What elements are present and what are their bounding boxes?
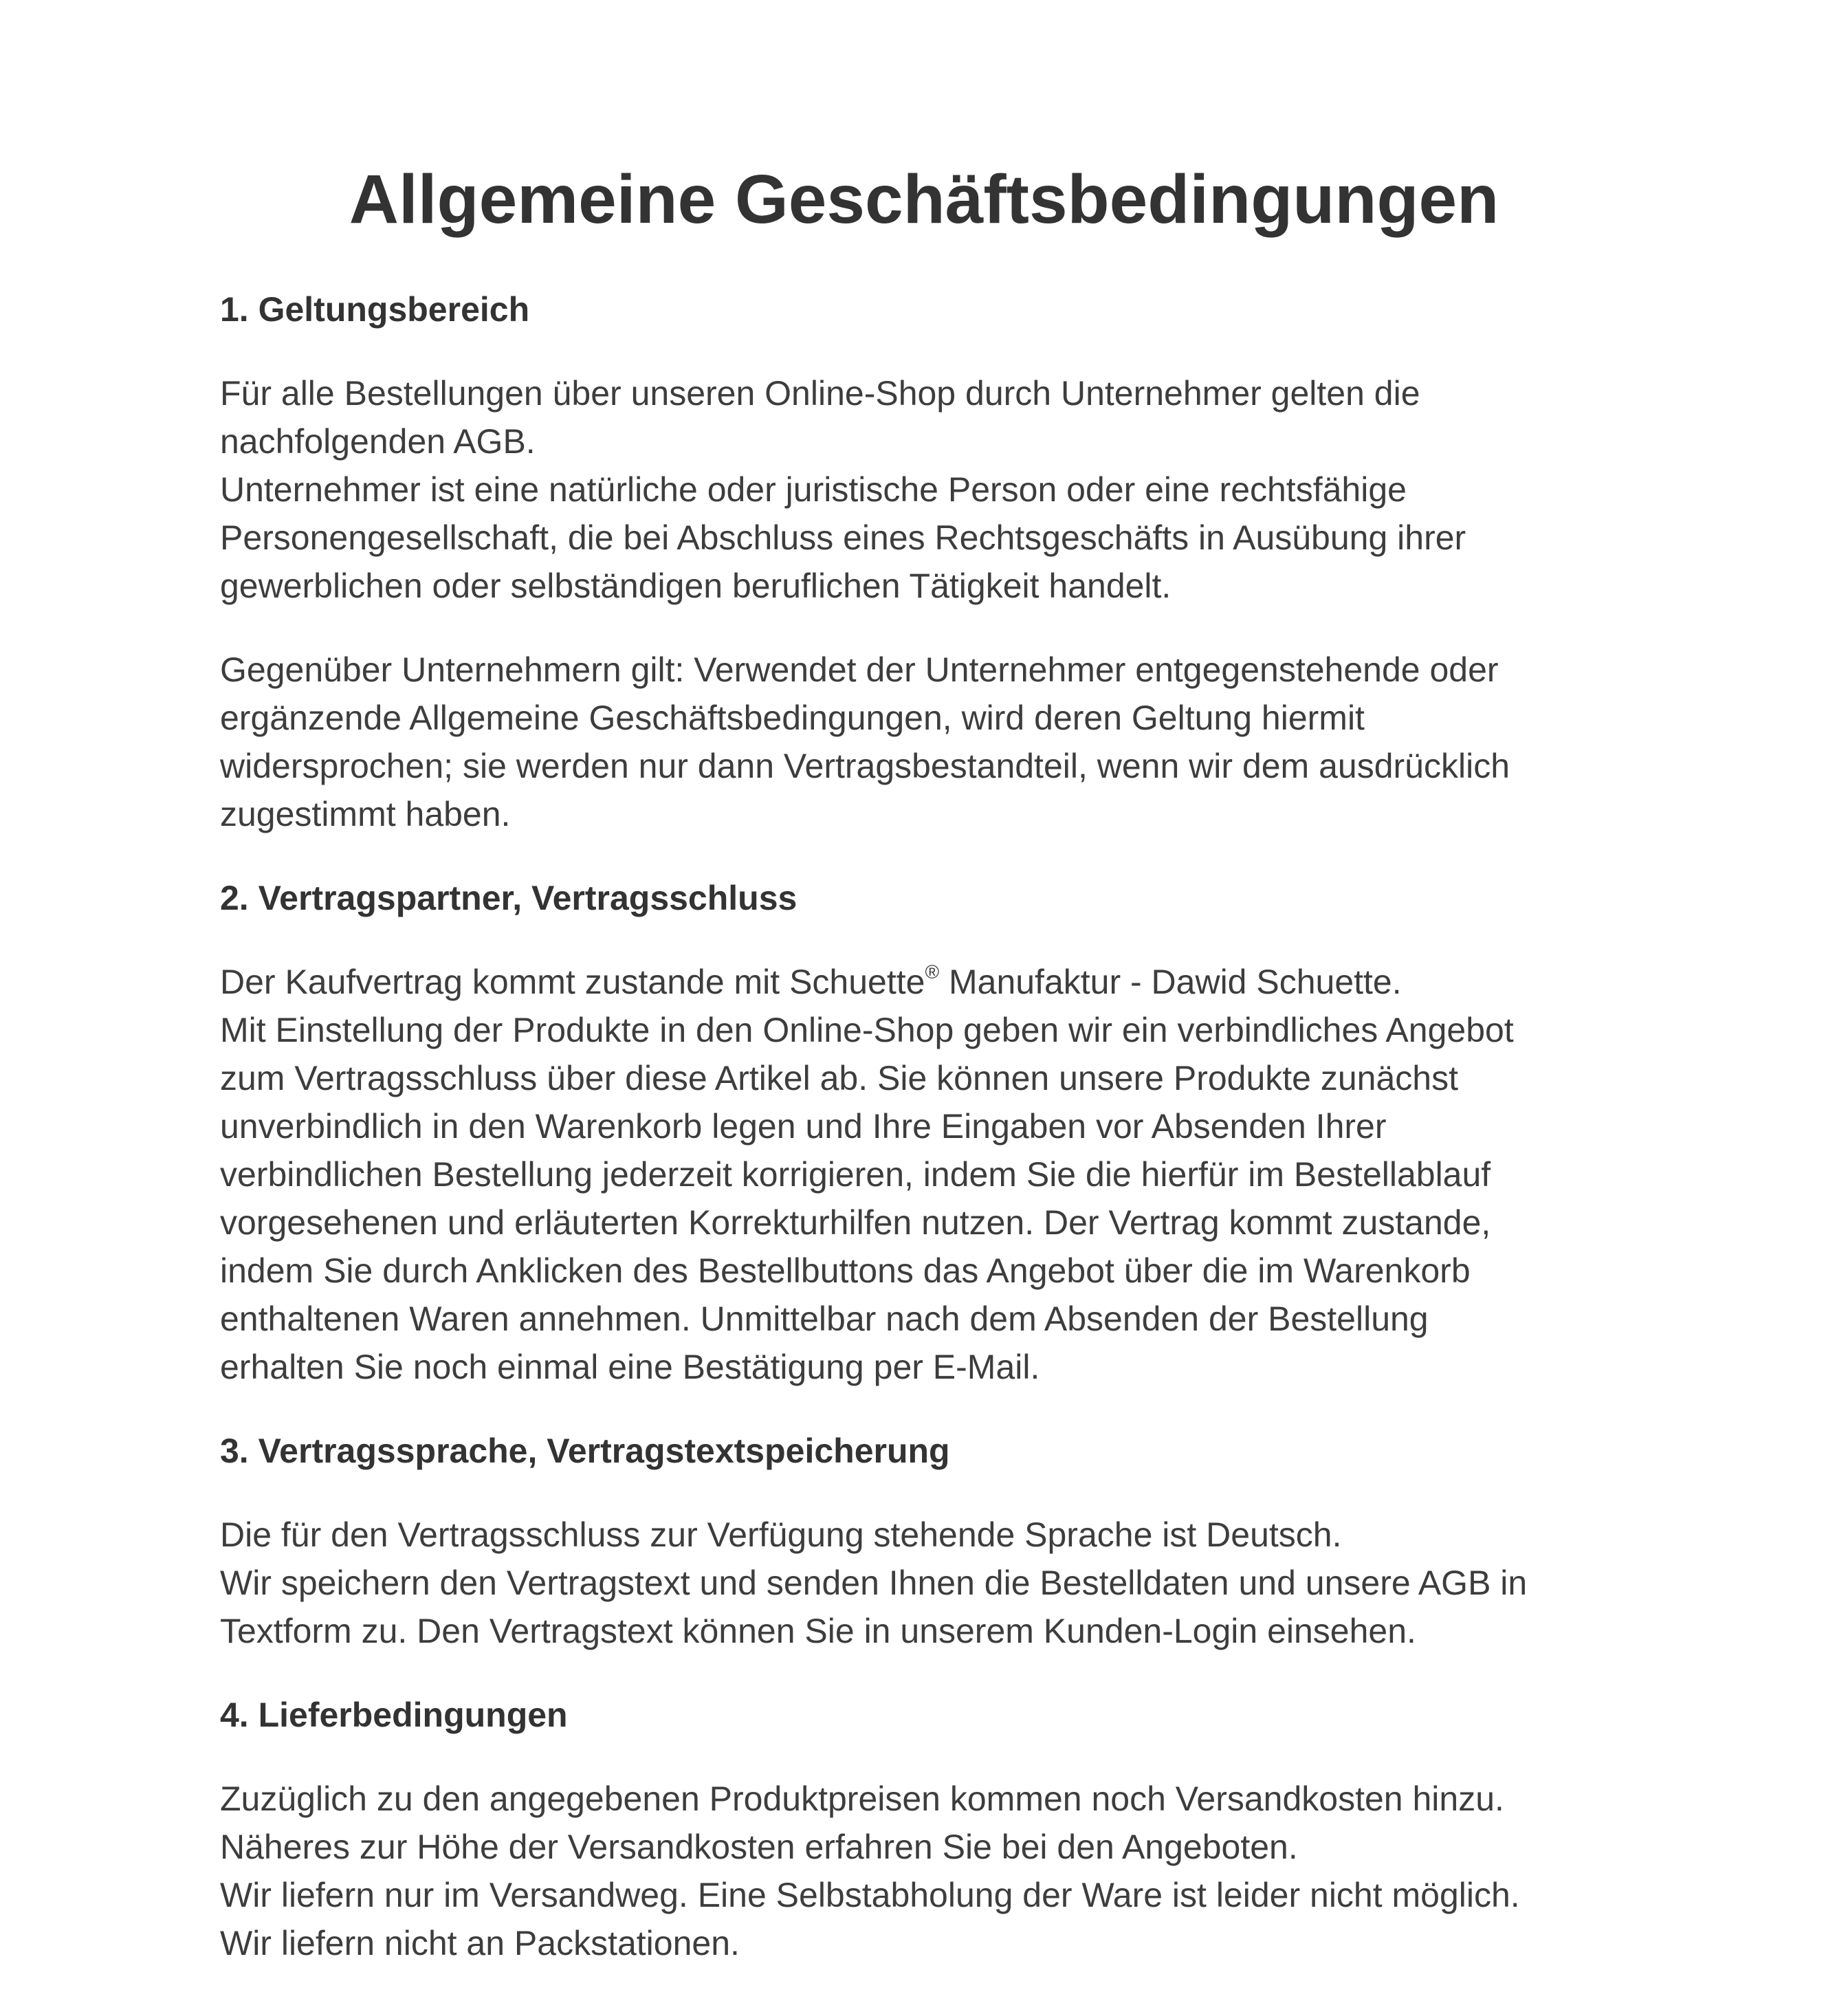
text-line: gewerblichen oder selbständigen beruflichen Tätigkeit handelt. bbox=[220, 567, 1172, 605]
section-geltungsbereich bbox=[220, 285, 1664, 838]
text-line: Personengesellschaft, die bei Abschluss eines Rechtsgeschäfts in Ausübung ihrer bbox=[220, 518, 1466, 557]
section-heading: 1. Geltungsbereich bbox=[220, 290, 530, 329]
text-line: enthaltenen Waren annehmen. Unmittelbar nach dem Absenden der Bestellung bbox=[220, 1300, 1429, 1338]
paragraph bbox=[220, 1775, 1664, 1967]
text-line: Zuzüglich zu den angegebenen Produktpreisen kommen noch Versandkosten hinzu. bbox=[220, 1780, 1504, 1818]
text-line: Gegenüber Unternehmern gilt: Verwendet der Unternehmer entgegenstehende oder bbox=[220, 650, 1499, 689]
text-line: zugestimmt haben. bbox=[220, 795, 511, 833]
document-body bbox=[220, 285, 1664, 2003]
text-line: Textform zu. Den Vertragstext können Sie in unserem Kunden-Login einsehen. bbox=[220, 1612, 1416, 1650]
section-vertragspartner bbox=[220, 874, 1664, 1391]
text-line: Wir liefern nicht an Packstationen. bbox=[220, 1924, 740, 1962]
text-line: nachfolgenden AGB. bbox=[220, 422, 536, 461]
section-heading: 3. Vertragssprache, Vertragstextspeicherung bbox=[220, 1432, 950, 1470]
text-line: Für alle Bestellungen über unseren Online-Shop durch Unternehmer gelten die bbox=[220, 374, 1420, 413]
text-line: unverbindlich in den Warenkorb legen und Ihre Eingaben vor Absenden Ihrer bbox=[220, 1107, 1387, 1146]
text-line: Die für den Vertragsschluss zur Verfügung stehende Sprache ist Deutsch. bbox=[220, 1515, 1342, 1554]
text-line: Unternehmer ist eine natürliche oder juristische Person oder eine rechtsfähige bbox=[220, 470, 1407, 509]
text-line: verbindlichen Bestellung jederzeit korrigieren, indem Sie die hierfür im Bestellablauf bbox=[220, 1155, 1491, 1194]
document-title: Allgemeine Geschäftsbedingungen bbox=[349, 161, 1499, 238]
paragraph bbox=[220, 646, 1664, 838]
text-line: ergänzende Allgemeine Geschäftsbedingungen, wird deren Geltung hiermit bbox=[220, 699, 1365, 737]
paragraph bbox=[220, 958, 1664, 1391]
text-line: indem Sie durch Anklicken des Bestellbuttons das Angebot über die im Warenkorb bbox=[220, 1251, 1471, 1290]
text-line: Wir speichern den Vertragstext und senden Ihnen die Bestelldaten und unsere AGB in bbox=[220, 1564, 1528, 1602]
paragraph bbox=[220, 1511, 1664, 1655]
text-line: vorgesehenen und erläuterten Korrekturhilfen nutzen. Der Vertrag kommt zustande, bbox=[220, 1203, 1491, 1242]
registered-trademark-mark: ® bbox=[925, 961, 940, 983]
paragraph bbox=[220, 369, 1664, 610]
text-line-with-trademark bbox=[220, 958, 1664, 1006]
text-fragment: Der Kaufvertrag kommt zustande mit Schuette bbox=[220, 963, 925, 1001]
section-vertragssprache bbox=[220, 1427, 1664, 1655]
text-line: widersprochen; sie werden nur dann Vertragsbestandteil, wenn wir dem ausdrücklich bbox=[220, 747, 1510, 785]
text-line: Näheres zur Höhe der Versandkosten erfahren Sie bei den Angeboten. bbox=[220, 1828, 1298, 1866]
text-line: Mit Einstellung der Produkte in den Online-Shop geben wir ein verbindliches Angebot bbox=[220, 1011, 1514, 1049]
section-lieferbedingungen bbox=[220, 1691, 1664, 1967]
section-heading: 2. Vertragspartner, Vertragsschluss bbox=[220, 879, 798, 917]
section-heading: 4. Lieferbedingungen bbox=[220, 1696, 568, 1734]
text-line: zum Vertragsschluss über diese Artikel ab. Sie können unsere Produkte zunächst bbox=[220, 1059, 1459, 1097]
text-line: erhalten Sie noch einmal eine Bestätigung per E-Mail. bbox=[220, 1348, 1040, 1386]
text-line: Wir liefern nur im Versandweg. Eine Selbstabholung der Ware ist leider nicht möglich. bbox=[220, 1876, 1520, 1914]
text-fragment: Manufaktur - Dawid Schuette. bbox=[939, 963, 1402, 1001]
